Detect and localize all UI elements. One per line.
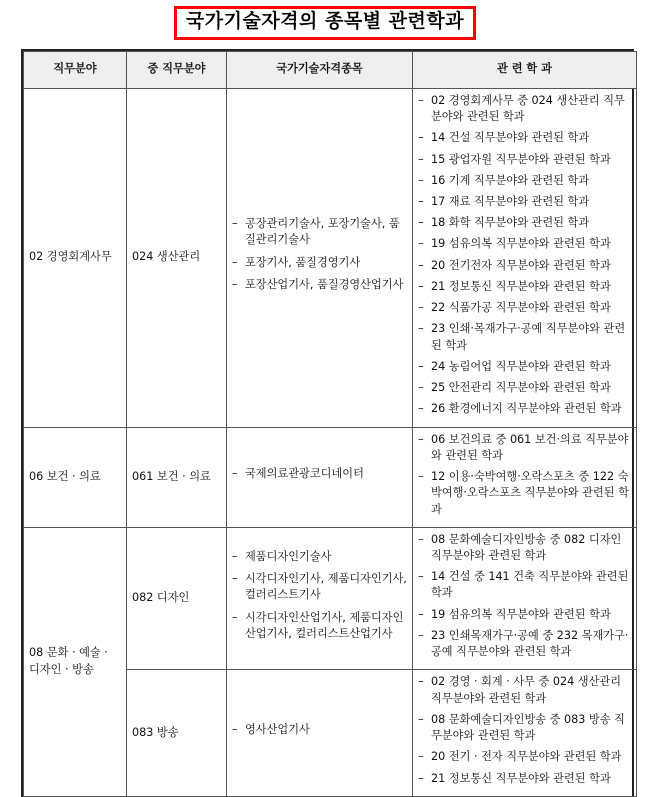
dash-bullet-icon: – — [232, 467, 238, 481]
qualification-list — [232, 216, 407, 293]
column-header-subfield: 중 직무분야 — [127, 51, 227, 88]
department-item — [418, 194, 631, 210]
department-item-text: 18 화학 직무분야와 관련된 학과 — [431, 216, 590, 230]
table-header — [24, 51, 637, 88]
department-item — [418, 215, 631, 231]
department-item-text: 08 문화예술디자인방송 중 083 방송 직무분야와 관련된 학과 — [431, 712, 625, 743]
qualification-item-text: 국제의료관광코디네이터 — [245, 467, 364, 481]
department-item-text: 08 문화예술디자인방송 중 082 디자인 직무분야와 관련된 학과 — [431, 532, 622, 562]
dash-bullet-icon: – — [418, 675, 424, 689]
department-item-text: 23 인쇄·목재가구·공예 직무분야와 관련된 학과 — [431, 322, 626, 352]
department-item — [418, 152, 631, 168]
table-header-row — [24, 51, 637, 88]
dash-bullet-icon: – — [418, 570, 424, 584]
dash-bullet-icon: – — [232, 550, 238, 563]
department-item — [418, 401, 631, 417]
dash-bullet-icon: – — [418, 432, 424, 446]
department-item-text: 19 섬유의복 직무분야와 관련된 학과 — [431, 607, 611, 621]
job-field-line: 디자인 · 방송 — [29, 662, 94, 676]
qualification-item-text: 시각디자인기사, 제품디자인기사, 컬러리스트기사 — [245, 572, 407, 602]
dash-bullet-icon: – — [418, 607, 424, 621]
cell-job-field — [24, 527, 127, 796]
department-item — [418, 258, 631, 274]
department-item — [418, 236, 631, 252]
cell-related-departments — [413, 527, 637, 670]
qualification-table — [23, 51, 637, 797]
department-item-text: 12 이용·숙박여행·오락스포츠 중 122 숙박여행·오락스포츠 직무분야와 관련된 학과 — [431, 470, 629, 516]
department-item-text: 19 섬유의복 직무분야와 관련된 학과 — [431, 237, 611, 251]
department-item — [418, 532, 631, 564]
department-list — [418, 432, 631, 518]
cell-sub-job-field: 083 방송 — [127, 670, 227, 796]
table-row — [24, 427, 637, 527]
cell-qualifications — [227, 670, 413, 796]
department-item — [418, 279, 631, 295]
qualification-list — [232, 549, 407, 642]
department-item-text: 06 보건의료 중 061 보건·의료 직무분야와 관련된 학과 — [431, 432, 629, 462]
department-item — [418, 569, 631, 601]
cell-sub-job-field: 024 생산관리 — [127, 88, 227, 427]
department-item — [418, 380, 631, 396]
department-item — [418, 628, 631, 660]
dash-bullet-icon: – — [418, 152, 424, 166]
cell-qualifications — [227, 527, 413, 670]
department-item-text: 21 정보통신 직무분야와 관련된 학과 — [431, 771, 611, 785]
department-item-text: 02 경영 · 회계 · 사무 중 024 생산관리 직무분야와 관련된 학과 — [431, 675, 622, 705]
cell-sub-job-field: 082 디자인 — [127, 527, 227, 670]
qualification-item — [232, 466, 407, 482]
department-item-text: 16 기계 직무분야와 관련된 학과 — [431, 173, 590, 187]
department-item — [418, 321, 631, 353]
department-item-text: 14 건설 직무분야와 관련된 학과 — [431, 131, 590, 145]
column-header-qualification: 국가기술자격종목 — [227, 51, 413, 88]
department-item — [418, 749, 631, 765]
cell-related-departments — [413, 427, 637, 527]
department-item — [418, 432, 631, 464]
department-list — [418, 532, 631, 661]
department-item-text: 20 전기전자 직무분야와 관련된 학과 — [431, 258, 611, 272]
department-item-text: 02 경영회계사무 중 024 생산관리 직무분야와 관련된 학과 — [431, 93, 625, 124]
cell-job-field — [24, 88, 127, 427]
dash-bullet-icon: – — [232, 722, 238, 736]
dash-bullet-icon: – — [418, 532, 424, 546]
department-item — [418, 674, 631, 706]
department-item — [418, 130, 631, 146]
page-title: 국가기술자격의 종목별 관련학과 — [174, 6, 476, 40]
department-item-text: 20 전기 · 전자 직무분야와 관련된 학과 — [431, 750, 622, 764]
qualification-item — [232, 610, 407, 642]
column-header-field: 직무분야 — [24, 51, 127, 88]
cell-related-departments — [413, 670, 637, 796]
qualification-item — [232, 277, 407, 293]
dash-bullet-icon: – — [418, 771, 424, 785]
qualification-list — [232, 722, 407, 738]
department-item-text: 25 안전관리 직무분야와 관련된 학과 — [431, 381, 611, 395]
dash-bullet-icon: – — [418, 216, 424, 230]
dash-bullet-icon: – — [232, 277, 238, 291]
qualification-item-text: 포장산업기사, 품질경영산업기사 — [245, 277, 404, 291]
qualification-item — [232, 255, 407, 271]
job-field-line: 02 경영회계사무 — [29, 250, 112, 264]
dash-bullet-icon: – — [232, 572, 238, 586]
dash-bullet-icon: – — [418, 470, 424, 484]
dash-bullet-icon: – — [418, 712, 424, 726]
qualification-item-text: 영사산업기사 — [245, 722, 310, 736]
department-item-text: 14 건설 중 141 건축 직무분야와 관련된 학과 — [431, 570, 629, 600]
qualification-item — [232, 216, 407, 248]
cell-sub-job-field: 061 보건 · 의료 — [127, 427, 227, 527]
dash-bullet-icon: – — [418, 628, 424, 642]
department-item — [418, 607, 631, 623]
qualification-item-text: 포장기사, 품질경영기사 — [245, 255, 361, 269]
dash-bullet-icon: – — [418, 402, 424, 416]
column-header-department: 관 련 학 과 — [413, 51, 637, 88]
qualification-item-text: 공장관리기술사, 포장기술사, 품질관리기술사 — [245, 217, 400, 247]
department-item-text: 24 농림어업 직무분야와 관련된 학과 — [431, 359, 611, 373]
department-item — [418, 771, 631, 787]
table-row — [24, 88, 637, 427]
department-item-text: 22 식품가공 직무분야와 관련된 학과 — [431, 301, 611, 315]
job-field-line: 08 문화 · 예술 · — [29, 645, 108, 659]
department-item — [418, 469, 631, 518]
qualification-item — [232, 549, 407, 565]
qualification-item — [232, 722, 407, 738]
department-item — [418, 359, 631, 375]
dash-bullet-icon: – — [232, 610, 238, 624]
dash-bullet-icon: – — [418, 131, 424, 145]
qualification-table-container — [21, 49, 634, 797]
department-item — [418, 93, 631, 125]
job-field-line: 06 보건 · 의료 — [29, 469, 101, 483]
dash-bullet-icon: – — [232, 217, 238, 231]
document-header — [0, 0, 650, 40]
dash-bullet-icon: – — [418, 258, 424, 272]
department-item-text: 23 인쇄목재가구·공예 중 232 목재가구·공예 직무분야와 관련된 학과 — [431, 628, 629, 659]
department-list — [418, 93, 631, 418]
qualification-item-text: 제품디자인기술사 — [245, 550, 332, 563]
qualification-list — [232, 466, 407, 482]
dash-bullet-icon: – — [232, 255, 238, 269]
dash-bullet-icon: – — [418, 195, 424, 209]
department-item — [418, 173, 631, 189]
dash-bullet-icon: – — [418, 237, 424, 251]
dash-bullet-icon: – — [418, 279, 424, 293]
dash-bullet-icon: – — [418, 93, 424, 107]
cell-job-field — [24, 427, 127, 527]
department-item — [418, 300, 631, 316]
department-item-text: 15 광업자원 직무분야와 관련된 학과 — [431, 152, 611, 166]
dash-bullet-icon: – — [418, 301, 424, 315]
cell-qualifications — [227, 88, 413, 427]
qualification-item — [232, 571, 407, 603]
dash-bullet-icon: – — [418, 173, 424, 187]
table-row — [24, 527, 637, 670]
department-item-text: 21 정보통신 직무분야와 관련된 학과 — [431, 279, 611, 293]
cell-related-departments — [413, 88, 637, 427]
dash-bullet-icon: – — [418, 359, 424, 373]
dash-bullet-icon: – — [418, 381, 424, 395]
department-item-text: 17 재료 직무분야와 관련된 학과 — [431, 195, 590, 209]
department-item — [418, 712, 631, 744]
cell-qualifications — [227, 427, 413, 527]
table-body — [24, 88, 637, 796]
dash-bullet-icon: – — [418, 322, 424, 336]
dash-bullet-icon: – — [418, 750, 424, 764]
department-list — [418, 674, 631, 786]
department-item-text: 26 환경에너지 직무분야와 관련된 학과 — [431, 402, 622, 416]
qualification-item-text: 시각디자인산업기사, 제품디자인 산업기사, 컬러리스트산업기사 — [245, 610, 404, 640]
